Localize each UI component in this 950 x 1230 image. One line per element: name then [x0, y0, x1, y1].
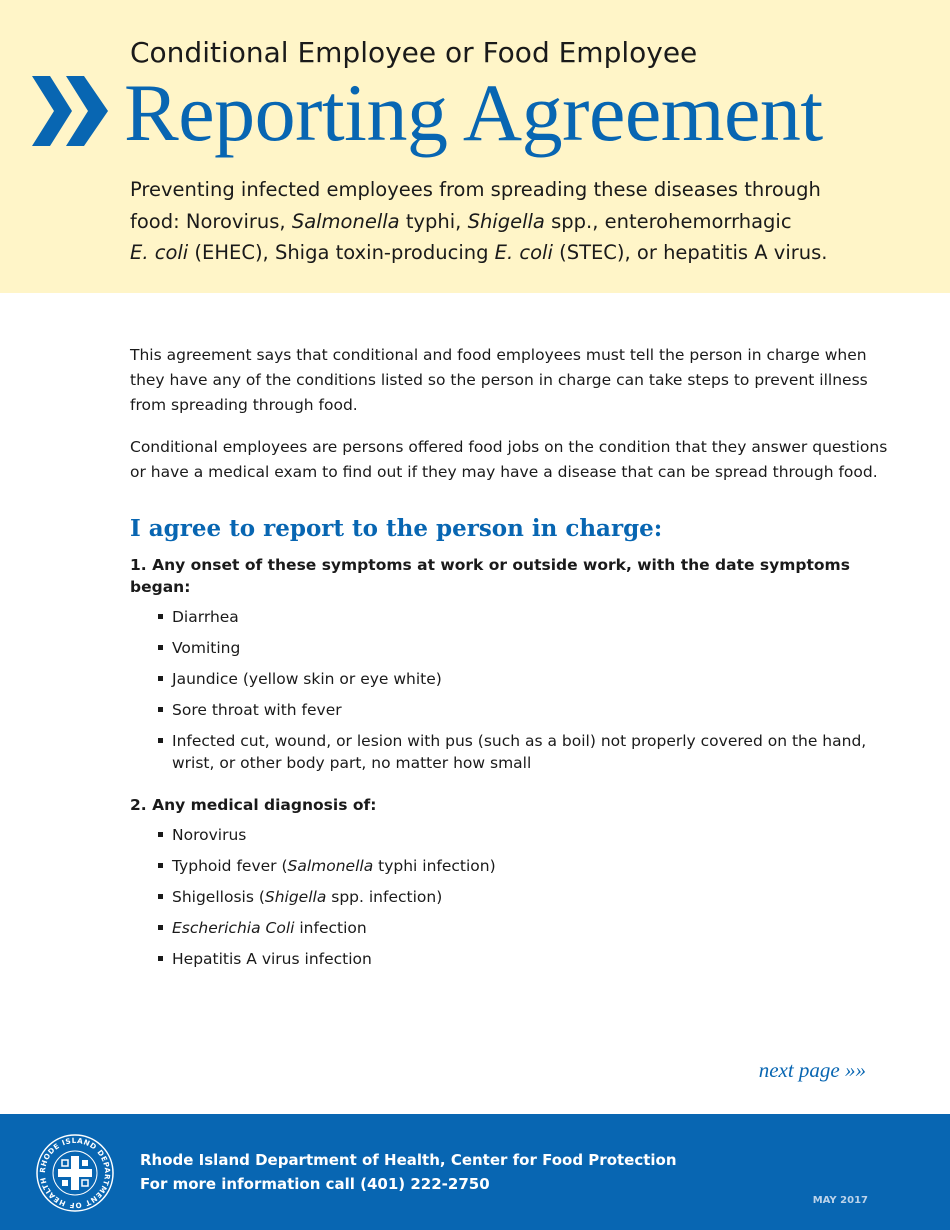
- diagnosis-list: [130, 824, 900, 970]
- subtitle-text: (STEC), or hepatitis A virus.: [552, 241, 828, 264]
- department-of-health-seal-icon: [36, 1134, 114, 1212]
- diagnosis-item: [158, 886, 900, 908]
- document-body: [130, 343, 900, 990]
- document-kicker: Conditional Employee or Food Employee: [130, 36, 698, 69]
- subtitle-italic-term: E. coli: [130, 241, 189, 264]
- subtitle-text: typhi,: [399, 209, 468, 233]
- double-chevron-right-icon: [32, 76, 110, 146]
- diagnosis-item-text: Shigella: [264, 888, 327, 906]
- document-date: MAY 2017: [812, 1195, 868, 1206]
- symptom-item-text: Infected cut, wound, or lesion with pus (such as a boil) not properly covered on the hand, wrist, or other body part, no matter how small: [172, 732, 867, 772]
- subtitle-text: food: Norovirus,: [130, 209, 292, 233]
- item-2-title: 2. Any medical diagnosis of:: [130, 796, 377, 814]
- seal-lettering: RHODE ISLAND DEPARTMENT OF HEALTH: [37, 1135, 113, 1211]
- diagnosis-item-text: Salmonella: [287, 857, 374, 875]
- diagnosis-item-text: infection: [294, 919, 367, 937]
- symptom-item-text: Sore throat with fever: [172, 701, 342, 719]
- item-1-title: 1. Any onset of these symptoms at work or outside work, with the date symptoms began:: [130, 556, 850, 596]
- header-banner: [0, 0, 950, 293]
- diagnosis-item-text: Hepatitis A virus infection: [172, 950, 372, 968]
- agreement-heading: I agree to report to the person in charge:: [130, 515, 663, 542]
- next-page-link[interactable]: next page »»: [758, 1058, 866, 1082]
- footer-organization: Rhode Island Department of Health, Center for Food Protection: [140, 1151, 677, 1169]
- diagnosis-item-text: Shigellosis (: [172, 888, 265, 906]
- diagnosis-item-text: Escherichia Coli: [172, 919, 295, 937]
- intro-paragraph-1: This agreement says that conditional and food employees must tell the person in charge when they have any of the conditions listed so the person in charge can take steps to prevent illness from spreading through food.: [130, 346, 868, 414]
- diagnosis-item-text: spp. infection): [326, 888, 443, 906]
- subtitle-text: spp., enterohemorrhagic: [544, 209, 792, 233]
- subtitle-text: Preventing infected employees from spreading these diseases through: [130, 178, 821, 201]
- subtitle-text: (EHEC), Shiga toxin-producing: [188, 241, 495, 264]
- diagnosis-item: [158, 917, 900, 939]
- footer-bar: [0, 1114, 950, 1230]
- symptom-item-text: Diarrhea: [172, 608, 239, 626]
- symptom-item-text: Vomiting: [172, 639, 241, 657]
- symptom-item: [158, 606, 900, 628]
- diagnosis-item: [158, 824, 900, 846]
- symptom-item: [158, 699, 900, 721]
- diagnosis-item-text: Norovirus: [172, 826, 247, 844]
- diagnosis-item-text: Typhoid fever (: [172, 857, 288, 875]
- subtitle-italic-term: Salmonella: [291, 209, 400, 233]
- diagnosis-item-text: typhi infection): [373, 857, 496, 875]
- subtitle-italic-term: E. coli: [494, 241, 553, 264]
- document-title: Reporting Agreement: [124, 67, 823, 158]
- diagnosis-item: [158, 948, 900, 970]
- footer-contact: For more information call (401) 222-2750: [140, 1175, 490, 1193]
- symptom-list: [130, 606, 900, 774]
- intro-paragraph-2: Conditional employees are persons offered food jobs on the condition that they answer questions or have a medical exam to find out if they may have a disease that can be spread through food.: [130, 438, 888, 481]
- symptom-item: [158, 668, 900, 690]
- symptom-item: [158, 730, 900, 774]
- document-subtitle: [130, 174, 920, 269]
- symptom-item: [158, 637, 900, 659]
- diagnosis-item: [158, 855, 900, 877]
- symptom-item-text: Jaundice (yellow skin or eye white): [172, 670, 442, 688]
- subtitle-italic-term: Shigella: [467, 209, 545, 233]
